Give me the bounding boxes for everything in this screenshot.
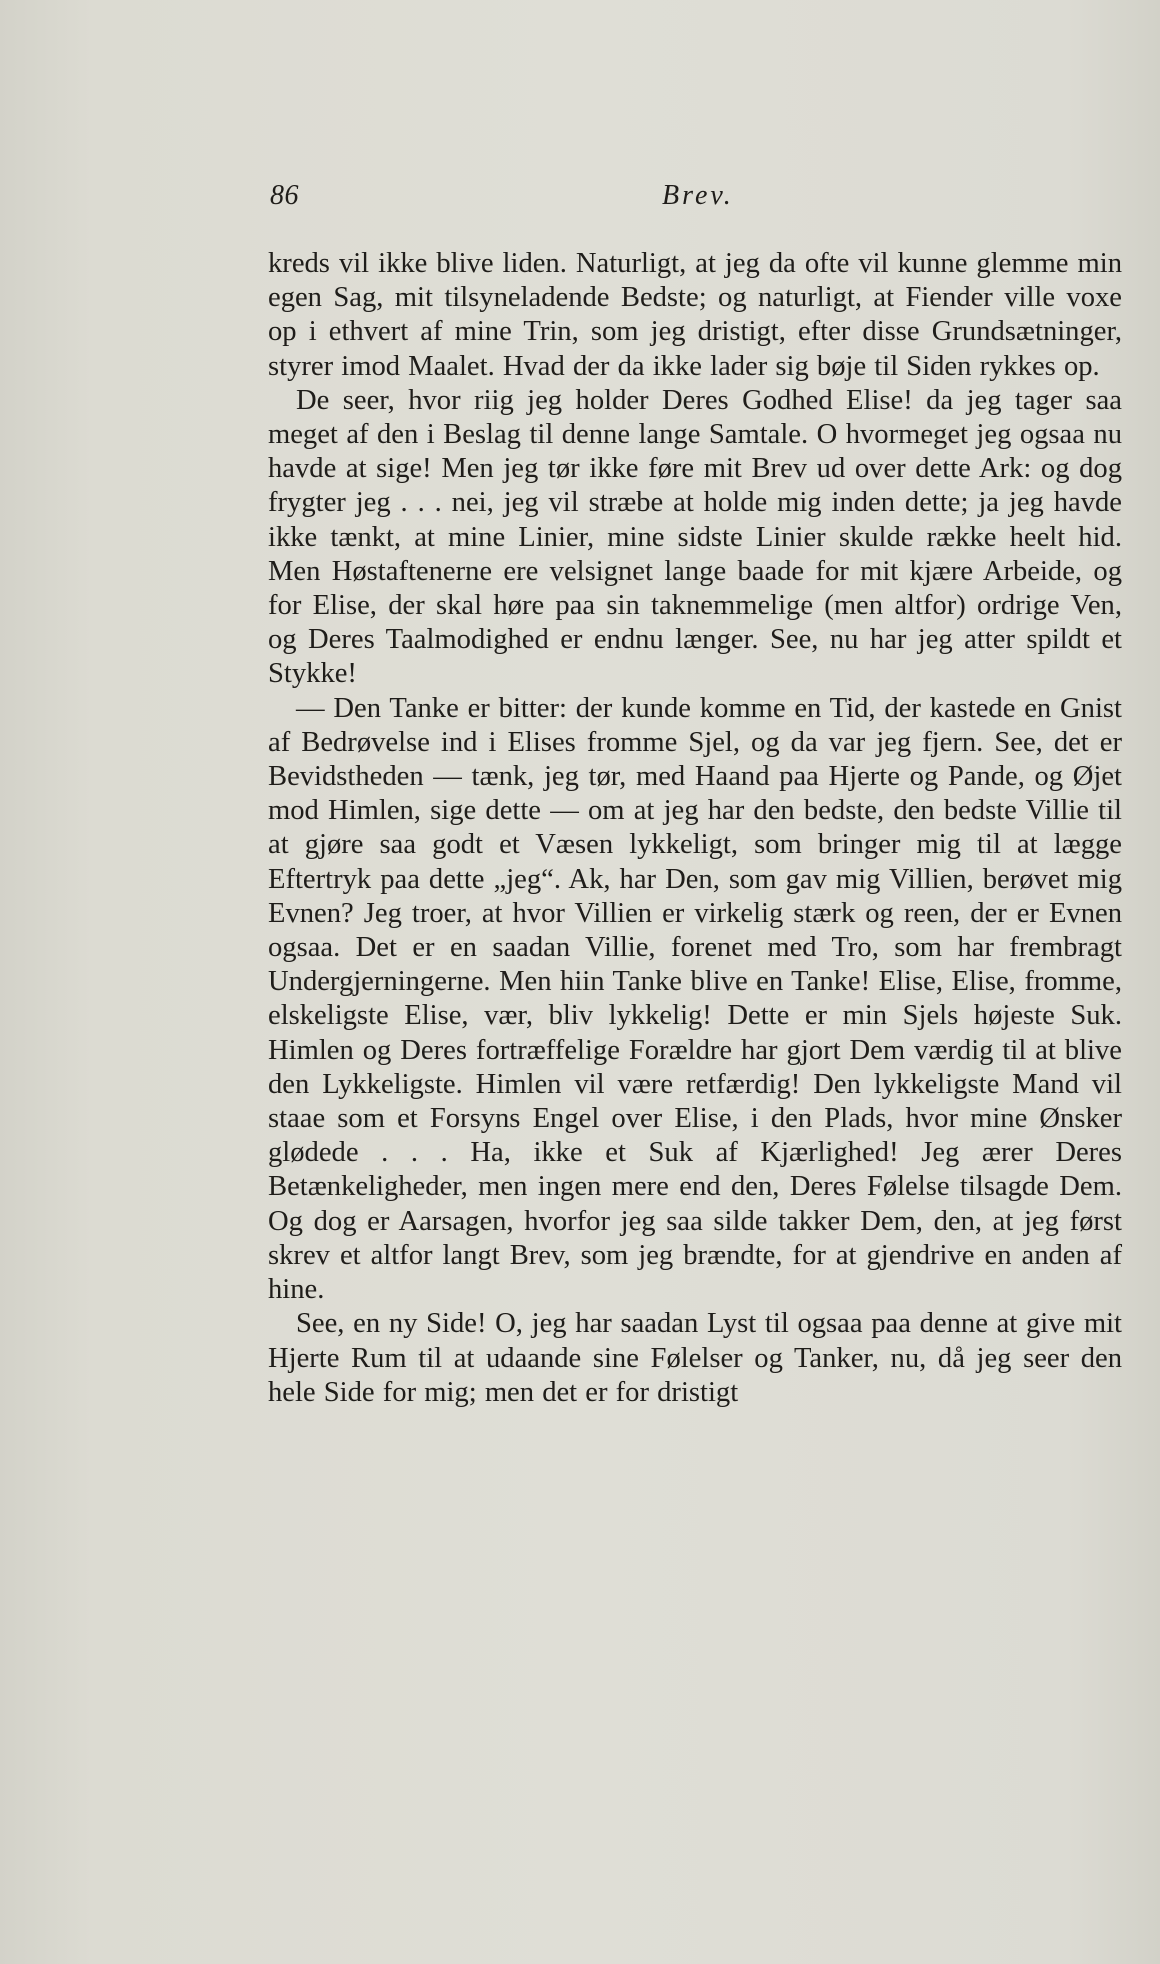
- page-header: [270, 180, 1120, 220]
- paragraph-1: kreds vil ikke blive liden. Naturligt, at jeg da ofte vil kunne glemme min egen Sag, mit tilsyneladende Bedste; og naturligt, at Fiender ville voxe op i ethvert af mine Trin, som jeg dristigt, efter disse Grundsætninger, styrer imod Maalet. Hvad der da ikke lader sig bøje til Siden rykkes op.: [268, 248, 1122, 382]
- paragraph-2: De seer, hvor riig jeg holder Deres Godhed Elise! da jeg tager saa meget af den i Beslag til denne lange Samtale. O hvormeget jeg ogsaa nu havde at sige! Men jeg tør ikke føre mit Brev ud over dette Ark: og dog frygter jeg . . . nei, jeg vil stræbe at holde mig inden dette; ja jeg havde ikke tænkt, at mine Linier, mine sidste Linier skulde række heelt hid. Men Høstaftenerne ere velsignet lange baade for mit kjære Arbeide, og for Elise, der skal høre paa sin taknemmelige (men altfor) ordrige Ven, og Deres Taalmodighed er endnu længer. See, nu har jeg atter spildt et Stykke!: [268, 384, 1122, 690]
- paragraph-3: — Den Tanke er bitter: der kunde komme en Tid, der kastede en Gnist af Bedrøvelse ind i Elises fromme Sjel, og da var jeg fjern. See, det er Bevidstheden — tænk, jeg tør, med Haand paa Hjerte og Pande, og Øjet mod Himlen, sige dette — om at jeg har den bedste, den bedste Villie til at gjøre saa godt et Væsen lykkeligt, som bringer mig til at lægge Eftertryk paa dette „jeg“. Ak, har Den, som gav mig Villien, berøvet mig Evnen? Jeg troer, at hvor Villien er virkelig stærk og reen, der er Evnen ogsaa. Det er en saadan Villie, forenet med Tro, som har frembragt Undergjerningerne. Men hiin Tanke blive en Tanke! Elise, Elise, fromme, elskeligste Elise, vær, bliv lykkelig! Dette er min Sjels højeste Suk. Himlen og Deres fortræffelige Forældre har gjort Dem værdig til at blive den Lykkeligste. Himlen vil være retfærdig! Den lykkeligste Mand vil staae som et Forsyns Engel over Elise, i den Plads, hvor mine Ønsker glødede . . . Ha, ikke et Suk af Kjærlighed! Jeg ærer Deres Betænkeligheder, men ingen mere end den, Deres Følelse tilsagde Dem. Og dog er Aarsagen, hvorfor jeg saa silde takker Dem, den, at jeg først skrev et altfor langt Brev, som jeg brændte, for at gjendrive en anden af hine.: [268, 692, 1122, 1306]
- paragraph-4: See, en ny Side! O, jeg har saadan Lyst til ogsaa paa denne at give mit Hjerte Rum til at udaande sine Følelser og Tanker, nu, då jeg seer den hele Side for mig; men det er for dristigt: [268, 1308, 1122, 1408]
- running-title: Brev.: [662, 180, 734, 211]
- page-number: 86: [270, 180, 299, 211]
- body-text: [268, 247, 1122, 1410]
